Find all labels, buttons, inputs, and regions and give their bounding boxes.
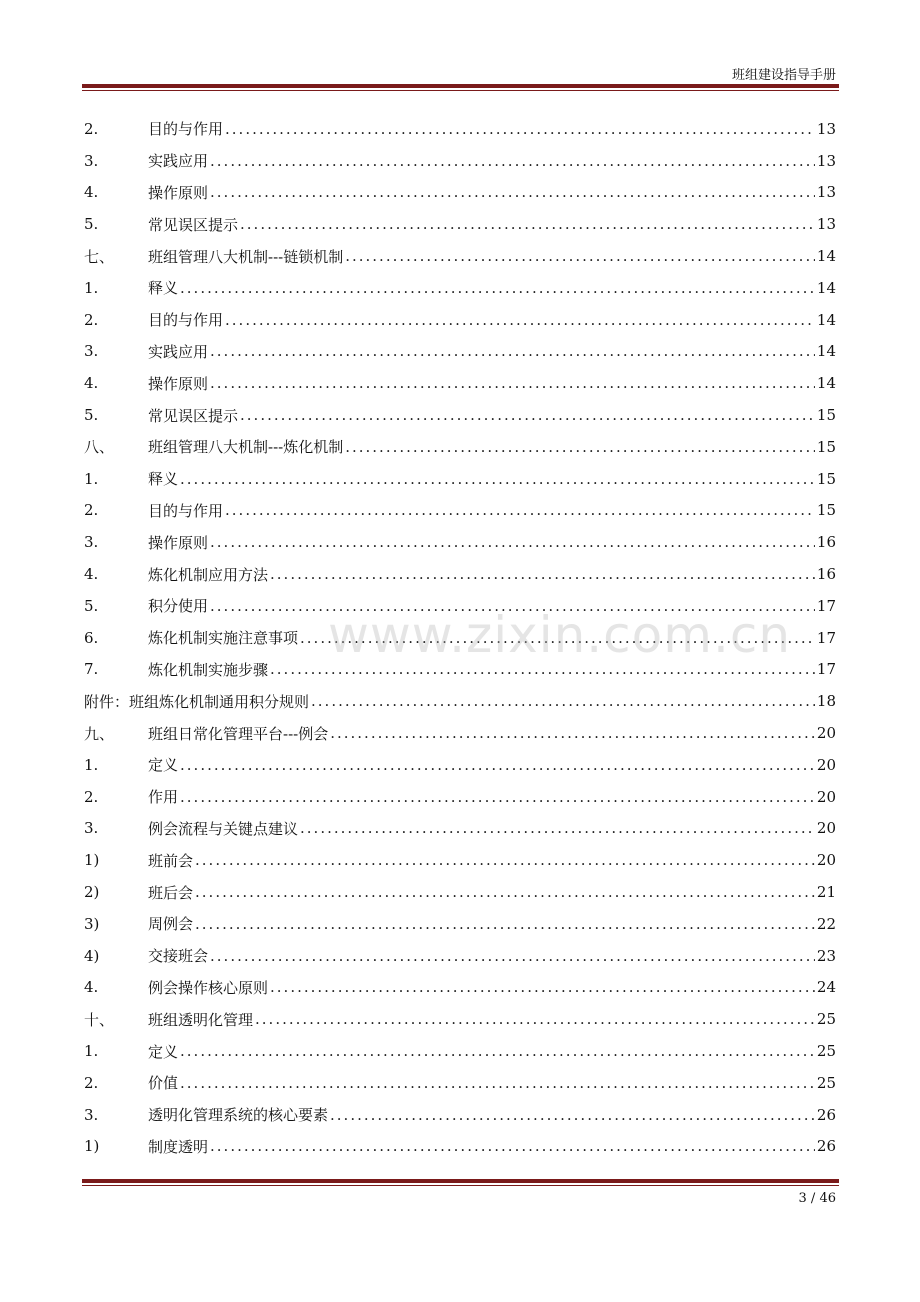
toc-entry-title: 透明化管理系统的核心要素 <box>148 1106 329 1125</box>
toc-entry[interactable] <box>84 717 836 749</box>
toc-entry-title: 班组管理八大机制---炼化机制 <box>148 438 344 457</box>
toc-entry[interactable] <box>84 781 836 813</box>
toc-entry-page: 20 <box>816 724 836 743</box>
toc-dot-leader <box>180 1074 815 1092</box>
toc-dot-leader <box>240 215 815 233</box>
toc-entry-title: 例会流程与关键点建议 <box>148 819 299 838</box>
toc-dot-leader <box>270 978 815 996</box>
toc-entry-page: 25 <box>816 1010 836 1029</box>
toc-dot-leader <box>210 947 815 965</box>
toc-dot-leader <box>210 374 815 392</box>
toc-dot-leader <box>345 247 815 265</box>
toc-entry-title: 班前会 <box>148 851 194 870</box>
toc-entry[interactable] <box>84 113 836 145</box>
toc-dot-leader <box>180 279 815 297</box>
toc-entry-title: 班组透明化管理 <box>148 1010 254 1029</box>
toc-dot-leader <box>225 501 815 519</box>
toc-entry-page: 25 <box>816 1073 836 1092</box>
toc-entry-number: 1. <box>84 469 99 488</box>
footer-rule <box>82 1179 839 1186</box>
toc-entry-title: 实践应用 <box>148 152 209 171</box>
toc-entry-page: 14 <box>816 278 836 297</box>
toc-entry-page: 18 <box>816 692 836 711</box>
toc-entry[interactable] <box>84 145 836 177</box>
toc-entry-number: 4) <box>84 946 100 965</box>
toc-dot-leader <box>240 406 815 424</box>
toc-entry-number: 5. <box>84 215 99 234</box>
toc-entry-title: 操作原则 <box>148 533 209 552</box>
toc-dot-leader <box>180 470 815 488</box>
toc-entry[interactable] <box>84 177 836 209</box>
toc-dot-leader <box>300 819 815 837</box>
toc-entry-number: 1. <box>84 278 99 297</box>
toc-entry-page: 15 <box>816 406 836 425</box>
toc-entry-number: 6. <box>84 628 99 647</box>
toc-entry-page: 25 <box>816 1042 836 1060</box>
toc-entry[interactable] <box>84 1003 836 1035</box>
toc-entry[interactable] <box>84 208 836 240</box>
toc-entry-page: 15 <box>816 437 836 456</box>
toc-entry[interactable] <box>84 1131 836 1163</box>
toc-entry-number: 1. <box>84 755 99 774</box>
toc-entry-title: 炼化机制实施步骤 <box>148 660 269 679</box>
toc-entry-title: 操作原则 <box>148 183 209 202</box>
toc-entry[interactable] <box>84 272 836 304</box>
toc-entry-page: 20 <box>816 851 836 870</box>
toc-entry-title: 班组日常化管理平台---例会 <box>148 724 329 743</box>
toc-entry-page: 13 <box>816 183 836 202</box>
toc-entry-number: 1) <box>84 851 100 870</box>
toc-entry[interactable] <box>84 876 836 908</box>
toc-entry[interactable] <box>84 336 836 368</box>
toc-dot-leader <box>210 342 815 360</box>
toc-entry[interactable] <box>84 495 836 527</box>
toc-entry[interactable] <box>84 685 836 717</box>
toc-entry-number: 十、 <box>84 1010 115 1029</box>
toc-entry[interactable] <box>84 463 836 495</box>
toc-entry-page: 16 <box>816 565 836 584</box>
toc-dot-leader <box>195 883 815 901</box>
toc-dot-leader <box>210 533 815 551</box>
toc-entry-number: 3. <box>84 533 99 552</box>
toc-dot-leader <box>345 438 815 456</box>
toc-entry-page: 17 <box>816 660 836 679</box>
toc-entry-page: 14 <box>816 310 836 329</box>
toc-entry-page: 23 <box>816 946 836 965</box>
toc-dot-leader <box>180 1042 815 1060</box>
toc-entry-page: 20 <box>816 755 836 774</box>
toc-entry[interactable] <box>84 431 836 463</box>
toc-entry-number: 1) <box>84 1137 100 1156</box>
toc-entry-number: 1. <box>84 1042 99 1060</box>
toc-entry-number: 2. <box>84 1073 99 1092</box>
toc-entry-title: 定义 <box>148 756 179 775</box>
toc-entry[interactable] <box>84 304 836 336</box>
page-number: 3 / 46 <box>798 1191 836 1206</box>
toc-entry[interactable] <box>84 940 836 972</box>
toc-entry-title: 周例会 <box>148 915 194 934</box>
toc-dot-leader <box>225 311 815 329</box>
toc-entry-number: 七、 <box>84 247 115 266</box>
toc-entry-page: 17 <box>816 628 836 647</box>
toc-dot-leader <box>195 851 815 869</box>
toc-dot-leader <box>210 183 815 201</box>
toc-entry-title: 释义 <box>148 470 179 489</box>
toc-entry-number: 7. <box>84 660 99 679</box>
toc-entry[interactable] <box>84 908 836 940</box>
page-header-title: 班组建设指导手册 <box>731 68 836 83</box>
toc-dot-leader <box>210 1137 815 1155</box>
toc-dot-leader <box>330 724 815 742</box>
toc-entry[interactable] <box>84 1035 836 1067</box>
toc-entry-page: 20 <box>816 787 836 806</box>
toc-entry-page: 13 <box>816 119 836 138</box>
toc-entry-title: 常见误区提示 <box>148 215 239 234</box>
toc-dot-leader <box>180 788 815 806</box>
toc-entry-number: 2) <box>84 883 100 902</box>
toc-entry[interactable] <box>84 749 836 781</box>
watermark: www.zixin.com.cn <box>328 606 792 664</box>
toc-entry-title: 释义 <box>148 279 179 298</box>
toc-entry-title: 实践应用 <box>148 342 209 361</box>
toc-entry-title: 目的与作用 <box>148 311 224 330</box>
toc-entry-number: 2. <box>84 310 99 329</box>
toc-entry-number: 4. <box>84 183 99 202</box>
toc-entry[interactable] <box>84 367 836 399</box>
toc-dot-leader <box>270 565 815 583</box>
toc-entry[interactable] <box>84 844 836 876</box>
toc-entry[interactable] <box>84 813 836 845</box>
toc-entry-number: 2. <box>84 501 99 520</box>
toc-entry-title: 附件：班组炼化机制通用积分规则 <box>84 692 310 711</box>
toc-entry-number: 5. <box>84 406 99 425</box>
toc-entry-page: 22 <box>816 914 836 933</box>
toc-entry-page: 21 <box>816 883 836 902</box>
toc-entry-title: 班后会 <box>148 883 194 902</box>
toc-entry-number: 4. <box>84 565 99 584</box>
toc-dot-leader <box>225 120 815 138</box>
toc-dot-leader <box>210 152 815 170</box>
toc-entry-title: 班组管理八大机制---链锁机制 <box>148 247 344 266</box>
toc-entry-page: 24 <box>816 978 836 997</box>
toc-entry-page: 13 <box>816 215 836 234</box>
header-rule <box>82 84 839 91</box>
toc-entry-title: 常见误区提示 <box>148 406 239 425</box>
toc-entry-title: 目的与作用 <box>148 501 224 520</box>
toc-dot-leader <box>255 1010 815 1028</box>
toc-entry-title: 炼化机制实施注意事项 <box>148 629 299 648</box>
toc-entry[interactable] <box>84 526 836 558</box>
toc-dot-leader <box>195 915 815 933</box>
toc-entry-number: 2. <box>84 119 99 138</box>
toc-entry-title: 炼化机制应用方法 <box>148 565 269 584</box>
toc-entry-page: 14 <box>816 374 836 393</box>
toc-entry-title: 制度透明 <box>148 1137 209 1156</box>
toc-entry-title: 积分使用 <box>148 597 209 616</box>
toc-entry-number: 3. <box>84 151 99 170</box>
toc-entry-number: 八、 <box>84 438 115 457</box>
toc-entry-page: 20 <box>816 819 836 838</box>
toc-entry-title: 定义 <box>148 1042 179 1061</box>
toc-entry-page: 14 <box>816 247 836 266</box>
toc-entry-title: 目的与作用 <box>148 120 224 139</box>
toc-entry-title: 例会操作核心原则 <box>148 978 269 997</box>
toc-entry-page: 13 <box>816 151 836 170</box>
toc-entry-page: 17 <box>816 596 836 615</box>
toc-entry-page: 15 <box>816 501 836 520</box>
toc-entry[interactable] <box>84 972 836 1004</box>
toc-entry-number: 4. <box>84 374 99 393</box>
toc-entry-number: 2. <box>84 787 99 806</box>
toc-entry-number: 4. <box>84 978 99 997</box>
toc-entry-title: 交接班会 <box>148 947 209 966</box>
toc-entry-number: 5. <box>84 596 99 615</box>
toc-entry-page: 26 <box>816 1137 836 1156</box>
toc-entry-number: 3) <box>84 914 100 933</box>
toc-entry[interactable] <box>84 1067 836 1099</box>
toc-entry-number: 3. <box>84 819 99 838</box>
toc-dot-leader <box>311 692 815 710</box>
toc-entry-title: 作用 <box>148 788 179 807</box>
toc-entry-page: 16 <box>816 533 836 552</box>
toc-entry[interactable] <box>84 240 836 272</box>
toc-entry-page: 14 <box>816 342 836 361</box>
toc-entry-title: 价值 <box>148 1074 179 1093</box>
toc-entry-page: 15 <box>816 469 836 488</box>
toc-entry-page: 26 <box>816 1105 836 1124</box>
toc-entry-title: 操作原则 <box>148 374 209 393</box>
toc-entry-number: 3. <box>84 342 99 361</box>
toc-dot-leader <box>330 1106 815 1124</box>
toc-entry-number: 3. <box>84 1105 99 1124</box>
toc-entry[interactable] <box>84 558 836 590</box>
toc-dot-leader <box>180 756 815 774</box>
toc-entry[interactable] <box>84 1099 836 1131</box>
toc-entry[interactable] <box>84 399 836 431</box>
toc-entry-number: 九、 <box>84 724 115 743</box>
